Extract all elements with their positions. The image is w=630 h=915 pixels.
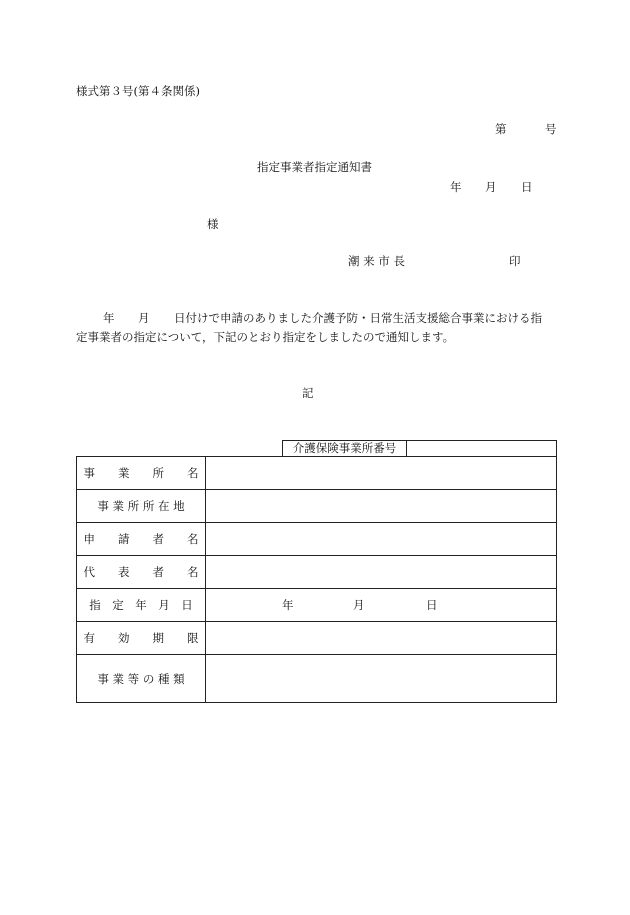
date-tsuki: 月 <box>485 180 497 194</box>
table-row <box>77 556 557 589</box>
number-dai: 第 <box>495 122 507 136</box>
value-business-name[interactable] <box>206 457 557 490</box>
table-row <box>77 622 557 655</box>
form-label: 様式第３号(第４条関係) <box>76 84 200 98</box>
ki-mark: 記 <box>302 386 314 400</box>
value-business-address[interactable] <box>206 490 557 523</box>
number-go: 号 <box>545 122 557 136</box>
table-row <box>77 655 557 703</box>
body-line-1: 日付けで申請のありました介護予防・日常生活支援総合事業における指 <box>174 311 542 325</box>
label-applicant-name: 申 請 者 名 <box>77 523 206 556</box>
registration-label: 介護保険事業所番号 <box>283 441 407 456</box>
table-row <box>77 457 557 490</box>
date-nen: 年 <box>450 180 462 194</box>
value-designation-date[interactable] <box>206 589 557 622</box>
designation-tsuki: 月 <box>353 598 365 612</box>
designation-nen: 年 <box>282 598 294 612</box>
body-nen: 年 <box>103 311 115 325</box>
body-line-2: 定事業者の指定について，下記のとおり指定をしましたので通知します。 <box>76 330 455 344</box>
table-row <box>77 523 557 556</box>
document-title: 指定事業者指定通知書 <box>257 160 372 174</box>
label-business-name: 事 業 所 名 <box>77 457 206 490</box>
label-business-type: 事 業 等 の 種 類 <box>77 655 206 703</box>
table-row <box>77 589 557 622</box>
issuer-name: 潮 来 市 長 <box>348 254 405 268</box>
designation-table <box>76 456 557 703</box>
date-hi: 日 <box>521 180 533 194</box>
recipient-sama: 様 <box>207 217 219 231</box>
label-representative-name: 代 表 者 名 <box>77 556 206 589</box>
body-tsuki: 月 <box>138 311 150 325</box>
label-business-address: 事 業 所 所 在 地 <box>77 490 206 523</box>
value-representative-name[interactable] <box>206 556 557 589</box>
registration-box <box>282 440 557 456</box>
value-business-type[interactable] <box>206 655 557 703</box>
table-row <box>77 490 557 523</box>
seal-mark: 印 <box>509 254 521 268</box>
value-applicant-name[interactable] <box>206 523 557 556</box>
label-designation-date: 指 定 年 月 日 <box>77 589 206 622</box>
designation-hi: 日 <box>426 598 438 612</box>
value-validity-period[interactable] <box>206 622 557 655</box>
label-validity-period: 有 効 期 限 <box>77 622 206 655</box>
registration-number-field[interactable] <box>407 441 556 456</box>
